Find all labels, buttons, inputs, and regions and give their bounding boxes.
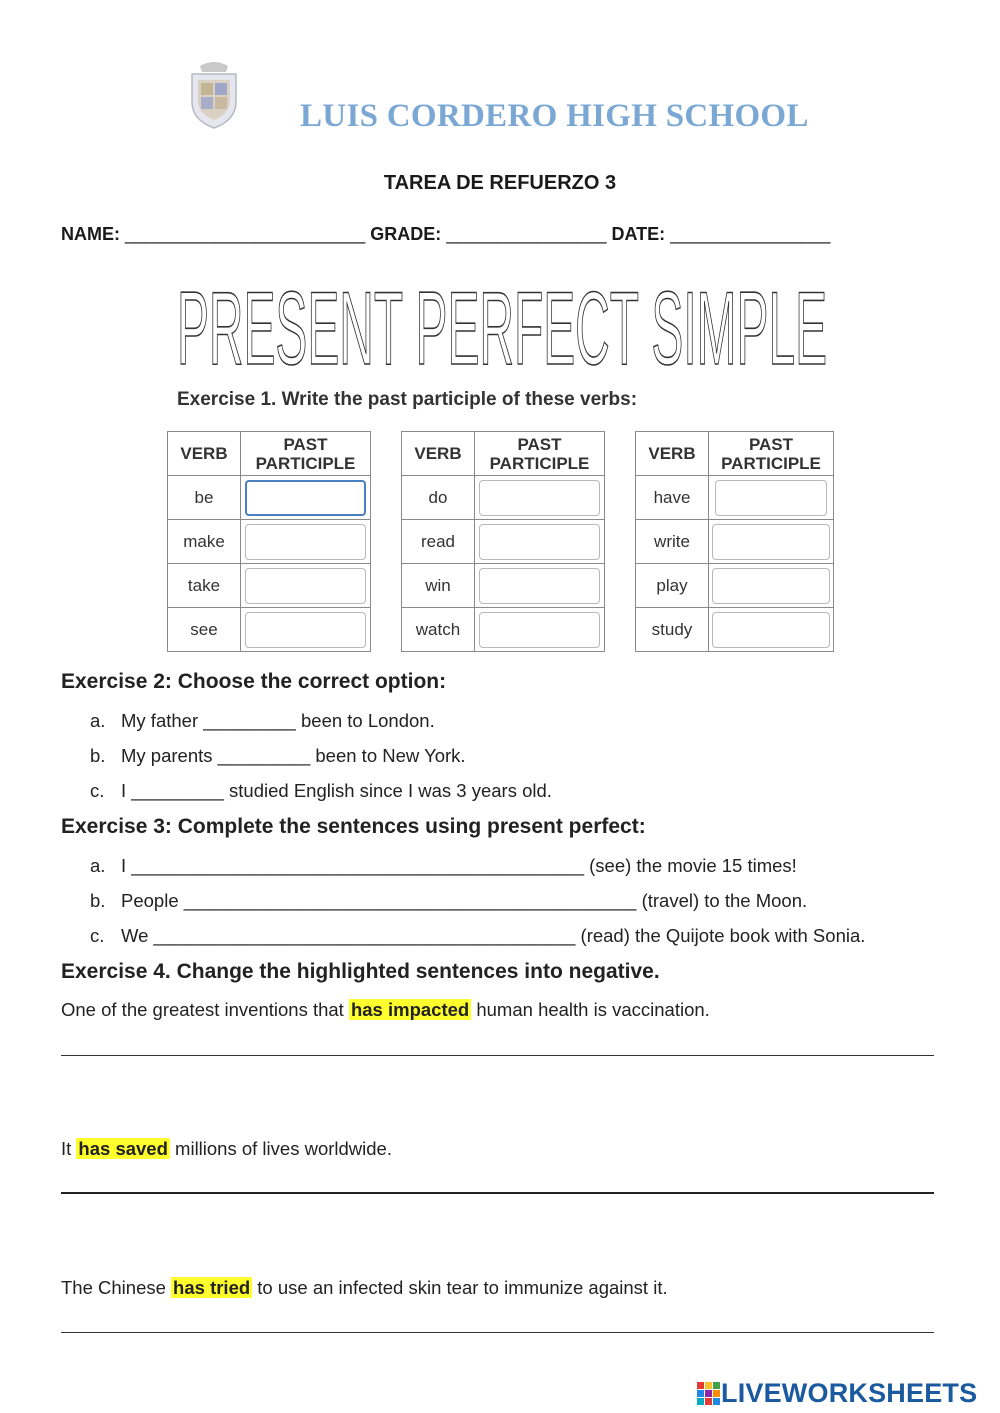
item-letter: a. — [90, 710, 106, 731]
item-letter: c. — [90, 925, 105, 946]
pp-header-line1: PAST — [748, 434, 794, 454]
sentence-text: The Chinese — [61, 1277, 172, 1298]
liveworksheets-icon — [697, 1382, 721, 1406]
item-text: I ____________________________________________ (see) the movie 15 times! — [121, 855, 797, 876]
liveworksheets-brand: LIVEWORKSHEETS — [721, 1378, 978, 1408]
grade-label: GRADE: — [370, 224, 442, 244]
answer-input[interactable] — [245, 568, 366, 604]
verb-column-header: VERB — [402, 432, 475, 476]
exercise4-sentence-3 — [61, 1277, 668, 1299]
worksheet-big-title — [172, 276, 832, 372]
item-letter: c. — [90, 780, 105, 801]
answer-input[interactable] — [245, 612, 366, 648]
answer-input[interactable] — [479, 480, 600, 516]
answer-input[interactable] — [245, 524, 366, 560]
verb-cell: be — [168, 476, 241, 520]
item-letter: a. — [90, 855, 106, 876]
sentence-text: human health is vaccination. — [471, 999, 710, 1020]
exercise2-item-c[interactable] — [90, 780, 552, 802]
verb-cell: play — [636, 564, 709, 608]
item-text: I _________ studied English since I was 3 years old. — [121, 780, 552, 801]
sentence-text: to use an infected skin tear to immunize against it. — [252, 1277, 668, 1298]
verb-cell: study — [636, 608, 709, 652]
highlighted-verb: has saved — [78, 1138, 168, 1159]
answer-input[interactable] — [715, 480, 827, 516]
verb-table-1 — [167, 431, 371, 652]
verb-column-header: VERB — [168, 432, 241, 476]
verb-cell: see — [168, 608, 241, 652]
student-info-line — [61, 224, 830, 245]
answer-input[interactable] — [479, 524, 600, 560]
item-letter: b. — [90, 745, 106, 766]
highlighted-verb: has tried — [173, 1277, 251, 1298]
verb-cell: watch — [402, 608, 475, 652]
highlighted-verb: has impacted — [350, 999, 470, 1020]
verb-cell: have — [636, 476, 709, 520]
answer-line-1[interactable] — [61, 1055, 934, 1056]
pp-header-line1: PAST — [517, 434, 562, 454]
date-blank[interactable]: ________________ — [670, 224, 831, 244]
verb-cell: do — [402, 476, 475, 520]
item-text: We _________________________________________ (read) the Quijote book with Sonia. — [121, 925, 866, 946]
exercise4-sentence-2 — [61, 1138, 392, 1160]
past-participle-column-header — [475, 432, 605, 476]
sentence-text: millions of lives worldwide. — [169, 1138, 392, 1159]
answer-line-3[interactable] — [61, 1332, 934, 1333]
verb-cell: take — [168, 564, 241, 608]
verb-column-header: VERB — [636, 432, 709, 476]
exercise2-item-b[interactable] — [90, 745, 466, 767]
answer-input[interactable] — [479, 568, 600, 604]
verb-cell: read — [402, 520, 475, 564]
verb-table-3 — [635, 431, 834, 652]
school-crest-logo — [186, 58, 242, 130]
pp-header-line1: PAST — [283, 434, 328, 454]
grade-blank[interactable]: ________________ — [446, 224, 607, 244]
pp-header-line2: PARTICIPLE — [489, 453, 590, 473]
answer-input[interactable] — [712, 568, 830, 604]
liveworksheets-logo[interactable] — [697, 1378, 977, 1409]
exercise4-sentence-1 — [61, 999, 710, 1021]
date-label: DATE: — [611, 224, 666, 244]
pp-header-line2: PARTICIPLE — [255, 453, 356, 473]
item-text: People ____________________________________________ (travel) to the Moon. — [121, 890, 808, 911]
verb-table-2 — [401, 431, 605, 652]
name-blank[interactable]: ________________________ — [125, 224, 366, 244]
exercise3-item-a[interactable] — [90, 855, 797, 877]
exercise1-heading: Exercise 1. Write the past participle of these verbs: — [177, 389, 638, 410]
document-title: TAREA DE REFUERZO 3 — [383, 172, 617, 194]
big-title-text: PRESENT PERFECT SIMPLE — [177, 276, 827, 372]
pp-header-line2: PARTICIPLE — [721, 453, 821, 473]
item-text: My father _________ been to London. — [121, 710, 435, 731]
answer-input[interactable] — [712, 612, 830, 648]
sentence-text: It — [61, 1138, 77, 1159]
exercise4-heading: Exercise 4. Change the highlighted sentences into negative. — [61, 960, 660, 983]
exercise3-item-c[interactable] — [90, 925, 865, 947]
verb-cell: write — [636, 520, 709, 564]
item-text: My parents _________ been to New York. — [121, 745, 466, 766]
answer-line-2[interactable] — [61, 1192, 934, 1194]
verb-cell: win — [402, 564, 475, 608]
past-participle-column-header — [241, 432, 371, 476]
school-name: LUIS CORDERO HIGH SCHOOL — [300, 98, 809, 134]
answer-input[interactable] — [712, 524, 830, 560]
exercise2-heading: Exercise 2: Choose the correct option: — [61, 670, 447, 693]
exercise3-item-b[interactable] — [90, 890, 807, 912]
past-participle-column-header — [709, 432, 834, 476]
answer-input[interactable] — [479, 612, 600, 648]
exercise2-item-a[interactable] — [90, 710, 435, 732]
verb-cell: make — [168, 520, 241, 564]
item-letter: b. — [90, 890, 106, 911]
sentence-text: One of the greatest inventions that — [61, 999, 349, 1020]
name-label: NAME: — [61, 224, 120, 244]
answer-input[interactable] — [245, 480, 366, 516]
exercise3-heading: Exercise 3: Complete the sentences using present perfect: — [61, 815, 646, 838]
